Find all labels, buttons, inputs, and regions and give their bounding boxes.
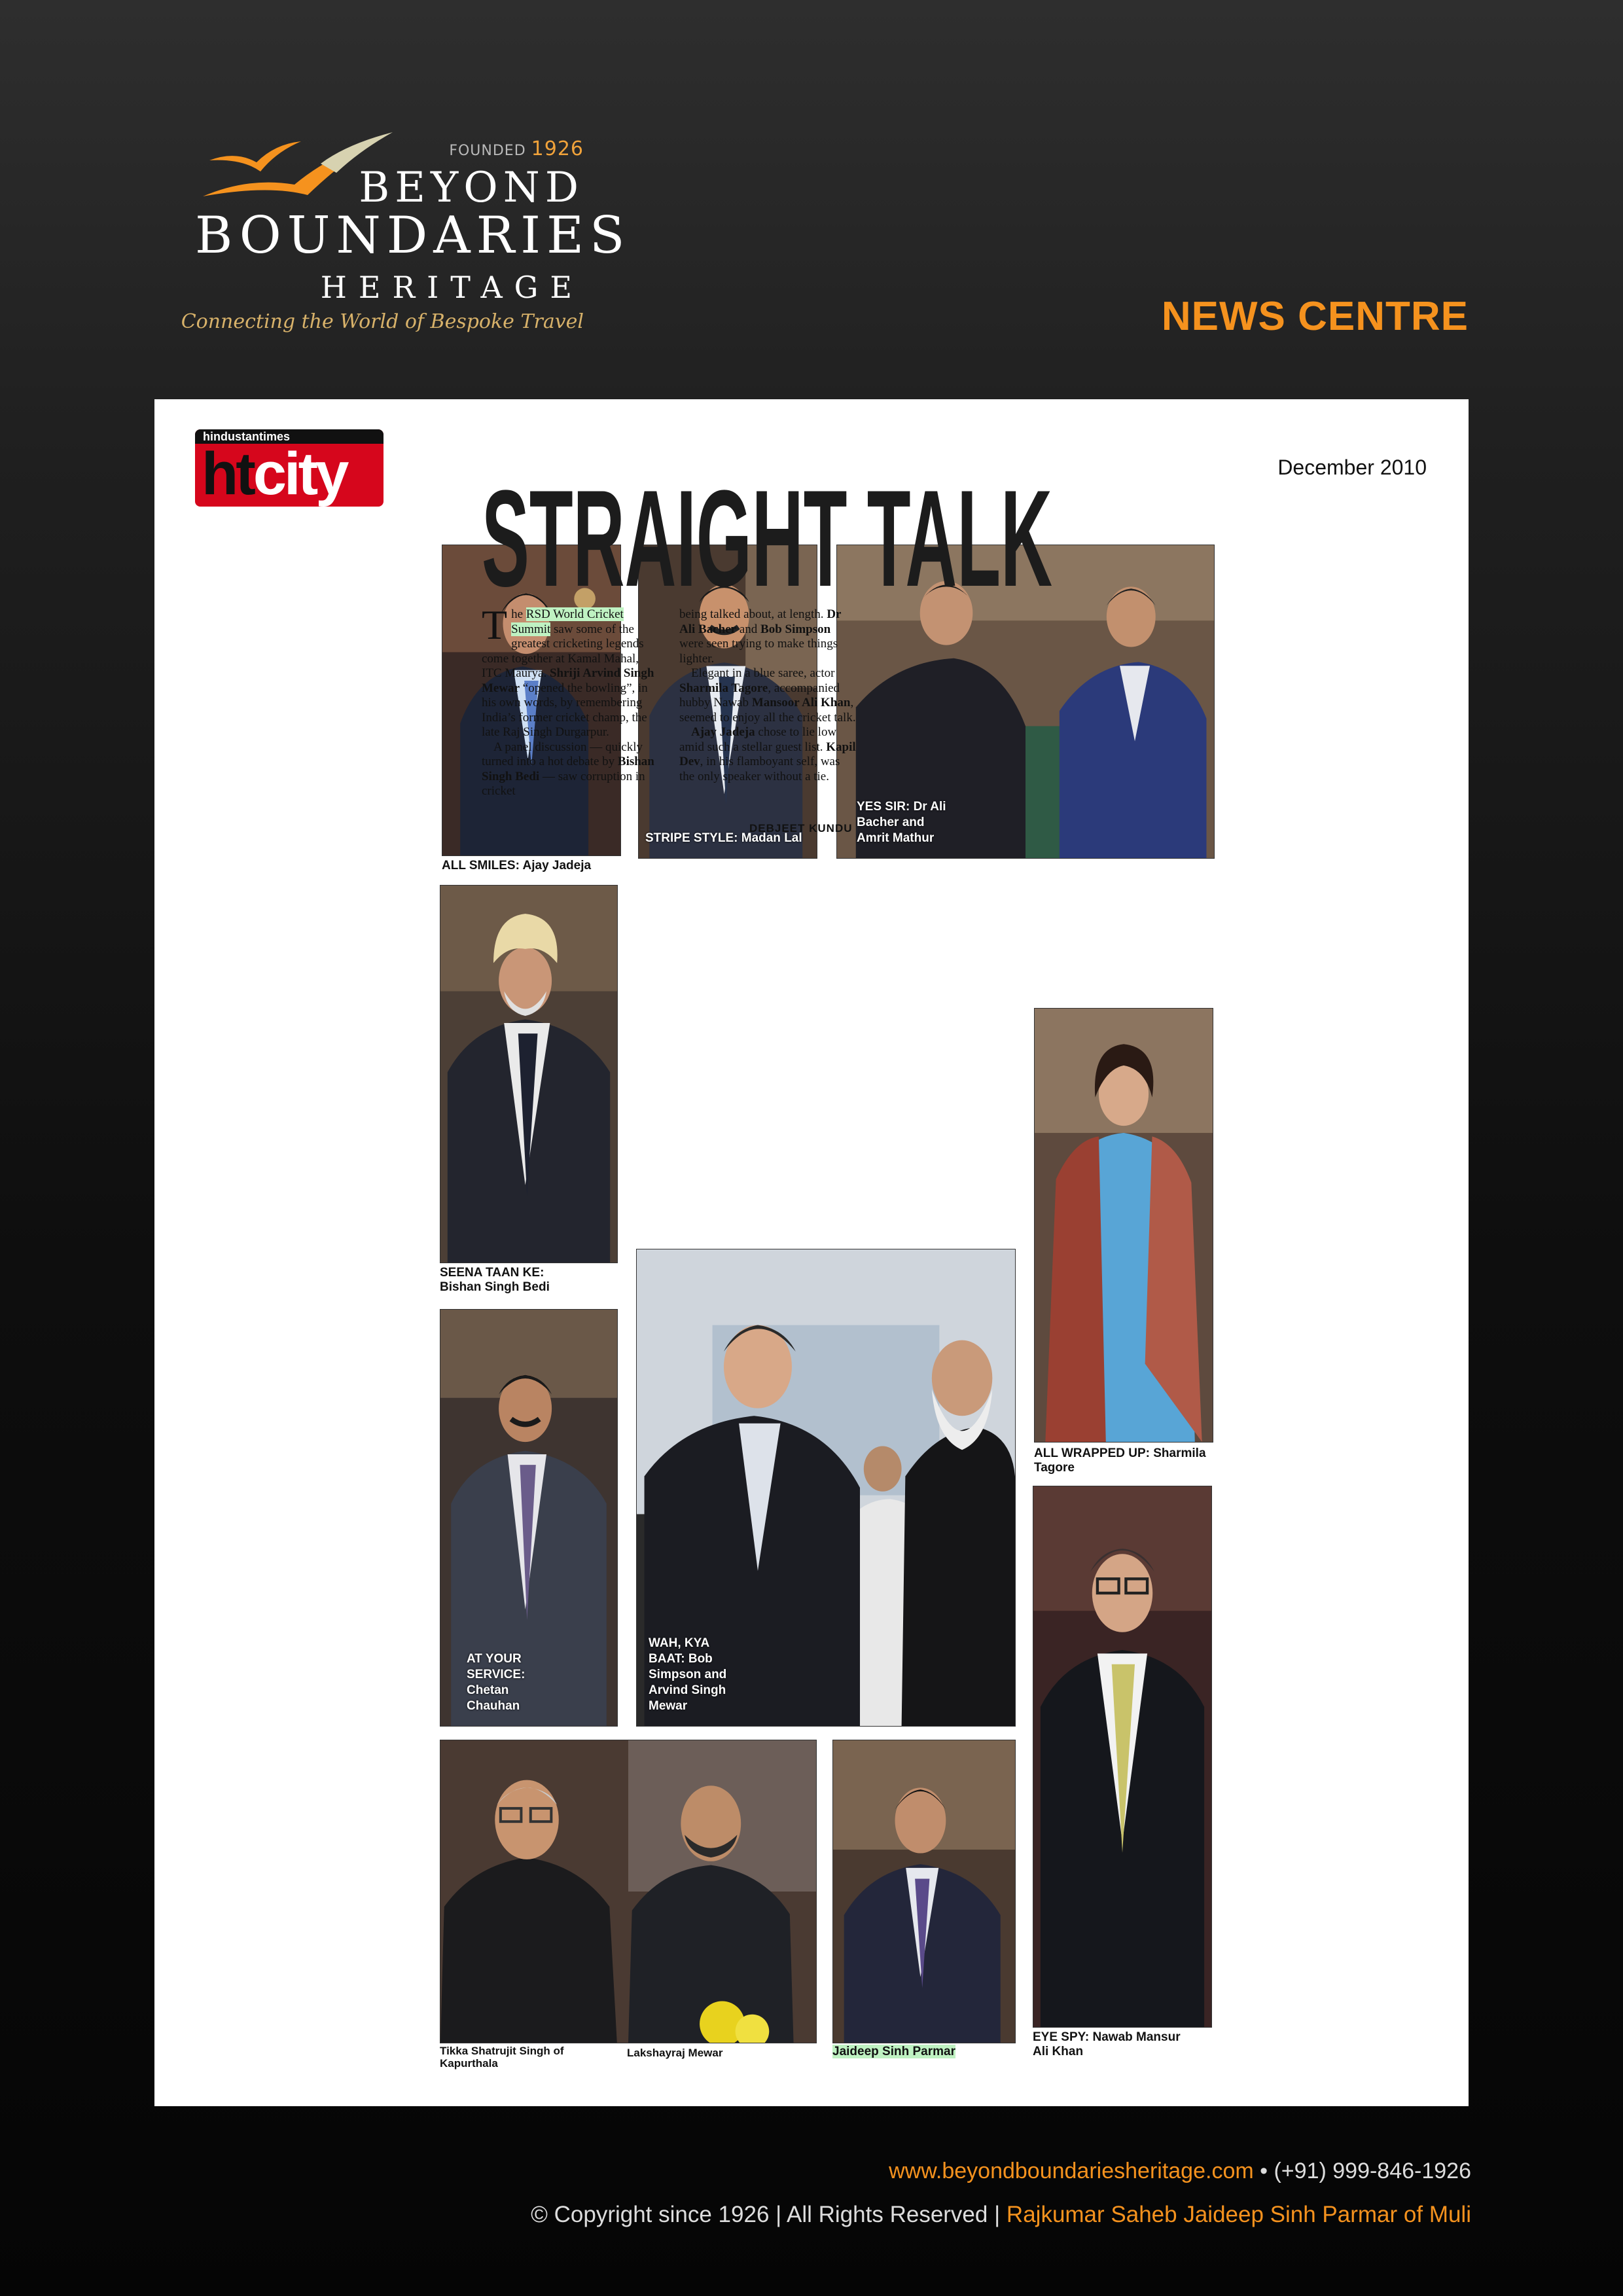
founded-label: FOUNDED 1926: [449, 137, 584, 160]
caption-bedi: SEENA TAAN KE: Bishan Singh Bedi: [440, 1266, 550, 1294]
photo-chetan-chauhan: [440, 1309, 618, 1727]
brand-line-heritage: HERITAGE: [320, 270, 584, 305]
brand-tagline: Connecting the World of Bespoke Travel: [181, 310, 584, 333]
photo-tikka-shatrujit-lakshayraj: [440, 1740, 817, 2043]
brand-line-beyond: BEYOND: [359, 164, 584, 212]
caption-madan: STRIPE STYLE: Madan Lal: [645, 831, 802, 845]
headline: [482, 475, 1052, 592]
photo-jaideep-sinh-parmar: [832, 1740, 1016, 2043]
page-title: NEWS CENTRE: [1161, 294, 1469, 339]
clipping-date: December 2010: [1277, 456, 1427, 479]
highlight-rsd-summit: RSD World Cricket Summit: [511, 607, 624, 636]
caption-ajay: ALL SMILES: Ajay Jadeja: [442, 859, 592, 872]
website-link[interactable]: www.beyondboundariesheritage.com: [889, 2159, 1254, 2183]
footer-copyright: © Copyright since 1926 | All Rights Reserved | Rajkumar Saheb Jaideep Sinh Parmar of Muli: [531, 2202, 1471, 2227]
article-body: [482, 601, 864, 836]
caption-sharmila: ALL WRAPPED UP: Sharmila Tagore: [1034, 1446, 1206, 1475]
byline: DEBJEET KUNDU: [749, 822, 853, 834]
photo-nawab-mansur-ali-khan: [1033, 1486, 1212, 2028]
caption-chauhan: AT YOUR SERVICE: Chetan Chauhan: [467, 1652, 526, 1713]
photo-sharmila-tagore: [1034, 1008, 1213, 1443]
brand-logo[interactable]: [181, 124, 631, 347]
owner-link[interactable]: Rajkumar Saheb Jaideep Sinh Parmar of Muli: [1006, 2202, 1471, 2227]
svg-text:STRAIGHT TALK: STRAIGHT TALK: [482, 475, 1052, 592]
photo-bob-simpson-arvind-singh-mewar: [636, 1249, 1016, 1727]
brand-line-boundaries: BOUNDARIES: [195, 206, 631, 265]
footer-contact: www.beyondboundariesheritage.com • (+91) 999-846-1926: [889, 2159, 1471, 2183]
article-column-2: being talked about, at length. Dr Ali Bacher and Bob Simpson were seen trying to make things lighter. Elegant in a blue saree, actor Sharmila Tagore, accompanied hubby Nawab Mansoor Ali Khan, seemed to enjoy all the cricket talk. Ajay Jadeja chose to lie low amid such a stellar guest list. Kapil Dev, in his flamboyant self, was the only speaker without a tie.: [679, 607, 856, 783]
article-column-1: The RSD World Cricket Summit saw some of the greatest cricketing legends come together at Kamal Mahal, ITC Maurya. Shriji Arvind Singh Mewar “opened the bowling”, in his own words, by remembering India’s former cricket champ, the late Raj Singh Durgarpur. A panel discussion — quickly turned into a hot debate by Bishan Singh Bedi — saw corruption in cricket: [482, 601, 654, 798]
caption-tikka: Tikka Shatrujit Singh of Kapurthala: [440, 2045, 564, 2070]
caption-simpson: WAH, KYA BAAT: Bob Simpson and Arvind Singh Mewar: [649, 1636, 727, 1713]
caption-jaideep: Jaideep Sinh Parmar: [832, 2045, 955, 2058]
caption-nawab: EYE SPY: Nawab Mansur Ali Khan: [1033, 2030, 1181, 2058]
phone-number[interactable]: (+91) 999-846-1926: [1274, 2159, 1471, 2183]
caption-bacher: YES SIR: Dr Ali Bacher and Amrit Mathur: [857, 800, 946, 845]
htcity-logo: hindustantimes htcity: [195, 429, 383, 507]
caption-lakshay: Lakshayraj Mewar: [627, 2047, 723, 2059]
photo-bishan-singh-bedi: [440, 885, 618, 1263]
